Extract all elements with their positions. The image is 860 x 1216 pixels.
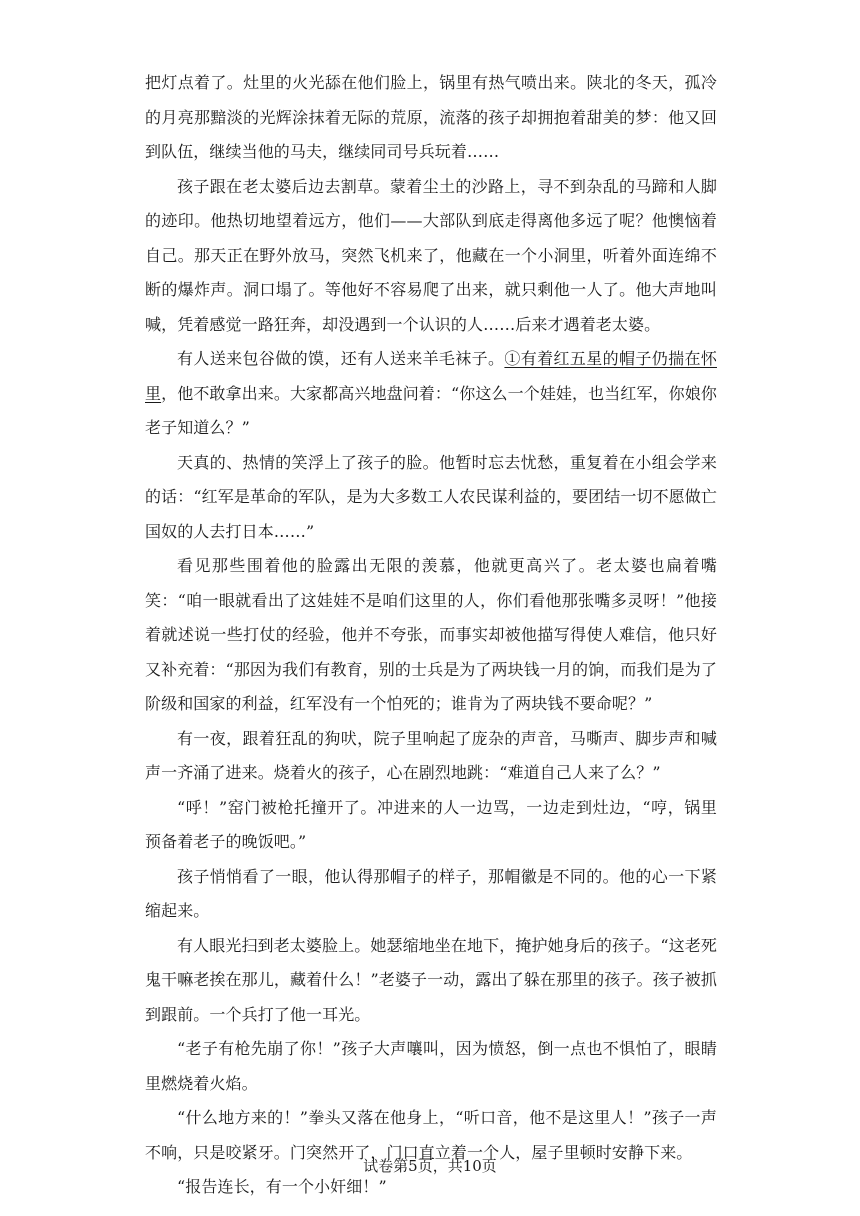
paragraph bbox=[145, 929, 717, 1033]
paragraph bbox=[145, 342, 717, 446]
text-segment: 看见那些围着他的脸露出无限的羡慕，他就更高兴了。老太婆也扁着嘴笑：“咱一眼就看出了这娃娃不是咱们这里的人，你们看他那张嘴多灵呀！”他接着就述说一些打仗的经验，他并不夸张，而事实却被他描写得使人难信，他只好又补充着：“那因为我们有教育，别的士兵是为了两块钱一月的饷，而我们是为了阶级和国家的利益，红军没有一个怕死的；谁肯为了两块钱不要命呢？” bbox=[145, 556, 717, 713]
page-footer: 试卷第5页，共10页 bbox=[363, 1157, 497, 1175]
underlined-sentence: ①有着红五星的帽子仍揣在怀里 bbox=[145, 349, 717, 403]
text-segment: “什么地方来的！”拳头又落在他身上，“听口音，他不是这里人！”孩子一声不响，只是咬紧牙。门突然开了，门口直立着一个人，屋子里顿时安静下来。 bbox=[145, 1108, 717, 1162]
paragraph bbox=[145, 722, 717, 791]
text-segment: 有一夜，跟着狂乱的狗吠，院子里响起了庞杂的声音，马嘶声、脚步声和喊声一齐涌了进来。烧着火的孩子，心在剧烈地跳：“难道自己人来了么？” bbox=[145, 728, 717, 782]
text-segment: 有人眼光扫到老太婆脸上。她瑟缩地坐在地下，掩护她身后的孩子。“这老死鬼干嘛老挨在那儿，藏着什么！”老婆子一动，露出了躲在那里的孩子。孩子被抓到跟前。一个兵打了他一耳光。 bbox=[145, 935, 717, 1024]
text-segment: “呼！”窑门被枪托撞开了。冲进来的人一边骂，一边走到灶边，“哼，锅里预备着老子的晚饭吧。” bbox=[145, 797, 717, 851]
paragraph bbox=[145, 66, 717, 170]
text-segment: ，他不敢拿出来。大家都高兴地盘问着：“你这么一个娃娃，也当红军，你娘你老子知道么？” bbox=[145, 383, 717, 437]
text-segment: “报告连长，有一个小奸细！” bbox=[177, 1177, 387, 1196]
text-segment: 有人送来包谷做的馍，还有人送来羊毛袜子。 bbox=[177, 349, 505, 368]
text-segment: “老子有枪先崩了你！”孩子大声嚷叫，因为愤怒，倒一点也不惧怕了，眼睛里燃烧着火焰。 bbox=[145, 1039, 717, 1093]
paragraph bbox=[145, 549, 717, 722]
paragraph bbox=[145, 446, 717, 550]
text-segment: 把灯点着了。灶里的火光舔在他们脸上，锅里有热气喷出来。陕北的冬天，孤冷的月亮那黯淡的光辉涂抹着无际的荒原，流落的孩子却拥抱着甜美的梦：他又回到队伍，继续当他的马夫，继续同司号兵玩着…… bbox=[145, 73, 717, 161]
paragraph bbox=[145, 1032, 717, 1101]
paragraph bbox=[145, 860, 717, 929]
text-segment: 孩子跟在老太婆后边去割草。蒙着尘土的沙路上，寻不到杂乱的马蹄和人脚的迹印。他热切地望着远方，他们——大部队到底走得离他多远了呢？他懊恼着自己。那天正在野外放马，突然飞机来了，他藏在一个小洞里，听着外面连绵不断的爆炸声。洞口塌了。等他好不容易爬了出来，就只剩他一人了。他大声地叫喊，凭着感觉一路狂奔，却没遇到一个认识的人……后来才遇着老太婆。 bbox=[145, 176, 717, 334]
text-segment: 天真的、热情的笑浮上了孩子的脸。他暂时忘去忧愁，重复着在小组会学来的话：“红军是革命的军队，是为大多数工人农民谋利益的，要团结一切不愿做亡国奴的人去打日本……” bbox=[145, 452, 717, 541]
paragraph bbox=[145, 170, 717, 343]
article-body bbox=[145, 66, 717, 1205]
text-segment: 孩子悄悄看了一眼，他认得那帽子的样子，那帽徽是不同的。他的心一下紧缩起来。 bbox=[145, 866, 717, 920]
paragraph bbox=[145, 791, 717, 860]
